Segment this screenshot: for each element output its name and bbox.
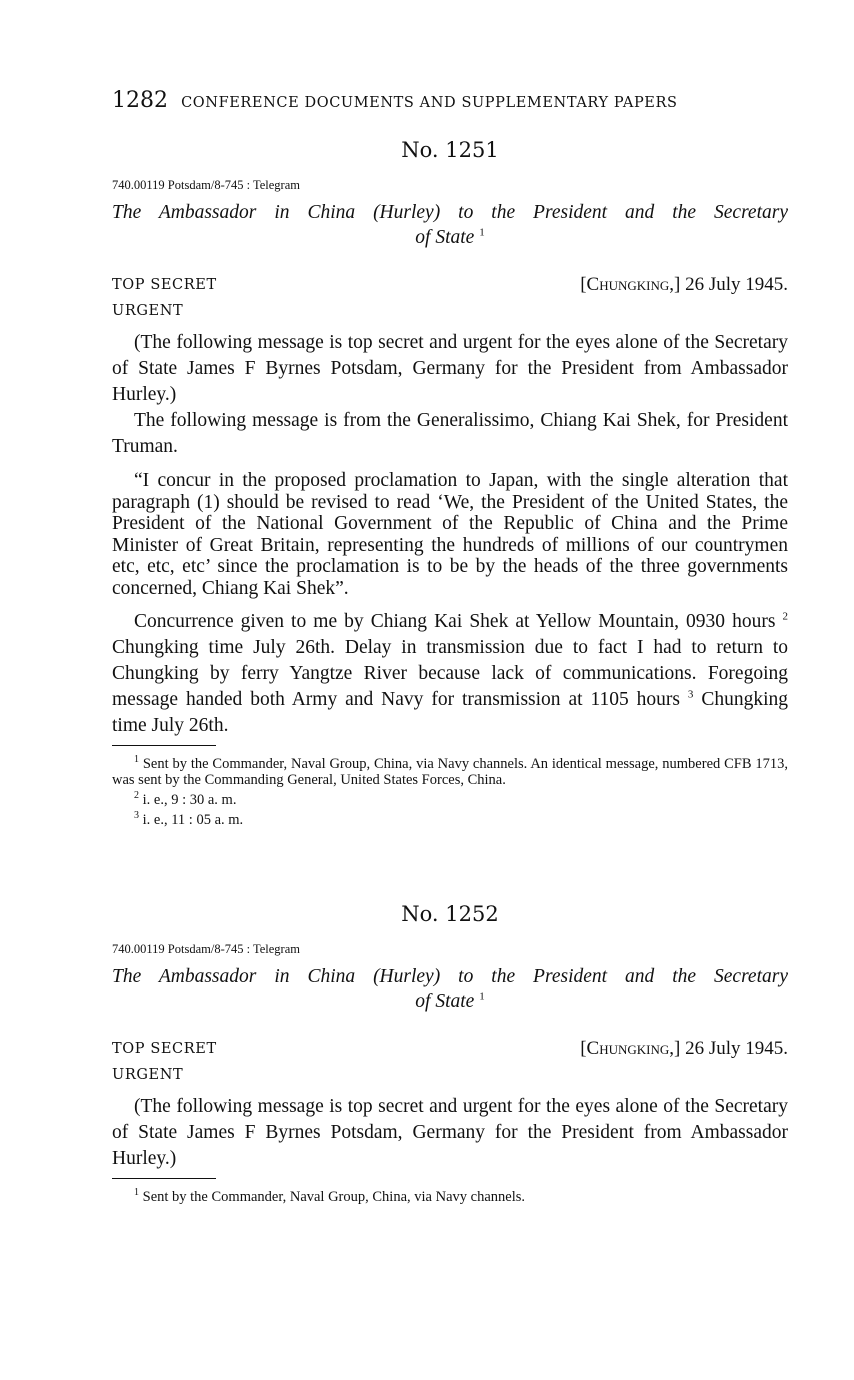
footnote-marker: 1 xyxy=(479,990,485,1003)
dateline-open: [ xyxy=(580,274,587,295)
dateline-date: ,] 26 July 1945. xyxy=(669,274,788,295)
classification-urgent: URGENT xyxy=(112,1067,184,1083)
heading-line-1: The Ambassador in China (Hurley) to the President and the Secretary xyxy=(112,966,788,987)
footnotes xyxy=(112,1185,788,1205)
paragraph: (The following message is top secret and urgent for the eyes alone of the Secretary of State James F Byrnes Potsdam, Germany for the President from Ambassador Hurley.) xyxy=(112,332,788,405)
heading-line-2 xyxy=(112,989,788,1014)
heading-line-2 xyxy=(112,225,788,250)
file-reference: 740.00119 Potsdam/8-745 : Telegram xyxy=(112,178,300,192)
page-number: 1282 xyxy=(112,88,168,113)
paragraph: The following message is from the Generalissimo, Chiang Kai Shek, for President Truman. xyxy=(112,410,788,457)
dateline-place: Chungking xyxy=(586,274,670,295)
dateline-date: ,] 26 July 1945. xyxy=(669,1038,788,1059)
footnote xyxy=(112,808,788,828)
heading-line-1: The Ambassador in China (Hurley) to the President and the Secretary xyxy=(112,202,788,223)
document-heading xyxy=(112,200,788,250)
running-head xyxy=(112,88,788,113)
classification-urgent: URGENT xyxy=(112,303,184,319)
classification-block xyxy=(112,272,217,324)
document-heading xyxy=(112,964,788,1014)
document-1251 xyxy=(112,136,788,827)
footnotes xyxy=(112,752,788,827)
heading-line-2-text: of State xyxy=(415,227,475,248)
dateline-open: [ xyxy=(580,1038,587,1059)
footnote-rule xyxy=(112,745,216,746)
paragraph-closing xyxy=(112,609,788,739)
footnote-rule xyxy=(112,1178,216,1179)
quoted-message: “I concur in the proposed proclamation to Japan, with the single alteration that paragraph (1) should be revised to read ‘We, the President of the United States, the President of the National Government of the Republic of China and the Prime Minister of Great Britain, representing the hundreds of millions of our countrymen etc, etc, etc’ since the proclamation is to be by the heads of the three governments concerned, Chiang Kai Shek”. xyxy=(112,470,788,599)
footnote-text: Sent by the Commander, Naval Group, China, via Navy channels. xyxy=(142,1188,525,1205)
footnote-mark: 2 xyxy=(134,789,139,801)
classification-row xyxy=(112,272,788,324)
closing-part-a: Concurrence given to me by Chiang Kai Shek at Yellow Mountain, 0930 hours xyxy=(134,611,776,632)
message-body xyxy=(112,330,788,739)
footnote-text: i. e., 9 : 30 a. m. xyxy=(142,791,237,808)
paragraph: (The following message is top secret and urgent for the eyes alone of the Secretary of State James F Byrnes Potsdam, Germany for the President from Ambassador Hurley.) xyxy=(112,1096,788,1169)
footnote-marker: 2 xyxy=(782,610,789,623)
classification-block xyxy=(112,1036,217,1088)
closing-part-b: Chungking time July 26th. Delay in transmission due to fact I had to return to Chungking by ferry Yangtze River because lack of communications. Foregoing message handed both Army and Navy for transmission at 1105 hours xyxy=(112,637,788,710)
classification-top-secret: TOP SECRET xyxy=(112,277,217,293)
running-title: CONFERENCE DOCUMENTS AND SUPPLEMENTARY PAPERS xyxy=(181,95,678,111)
footnote-mark: 3 xyxy=(134,809,139,821)
file-reference: 740.00119 Potsdam/8-745 : Telegram xyxy=(112,942,300,956)
footnote-marker: 3 xyxy=(687,688,694,701)
message-body xyxy=(112,1094,788,1172)
classification-top-secret: TOP SECRET xyxy=(112,1041,217,1057)
closing-part-c: Chungking time July 26th. xyxy=(112,689,789,736)
footnote xyxy=(112,1185,788,1205)
document-number: No. 1252 xyxy=(401,902,499,926)
document-number: No. 1251 xyxy=(401,138,499,162)
classification-row xyxy=(112,1036,788,1088)
footnote-marker: 1 xyxy=(479,226,485,239)
footnote xyxy=(112,788,788,808)
footnote-mark: 1 xyxy=(134,754,139,765)
footnote-mark: 1 xyxy=(134,1187,139,1198)
dateline xyxy=(580,272,788,298)
document-1252 xyxy=(112,900,788,1205)
footnote xyxy=(112,752,788,788)
dateline xyxy=(580,1036,788,1062)
dateline-place: Chungking xyxy=(586,1038,670,1059)
footnote-text: Sent by the Commander, Naval Group, China, via Navy channels. An identical message, numbered CFB 1713, was sent by the Commanding General, United States Forces, China. xyxy=(112,755,788,788)
heading-line-2-text: of State xyxy=(415,991,475,1012)
footnote-text: i. e., 11 : 05 a. m. xyxy=(142,811,244,828)
